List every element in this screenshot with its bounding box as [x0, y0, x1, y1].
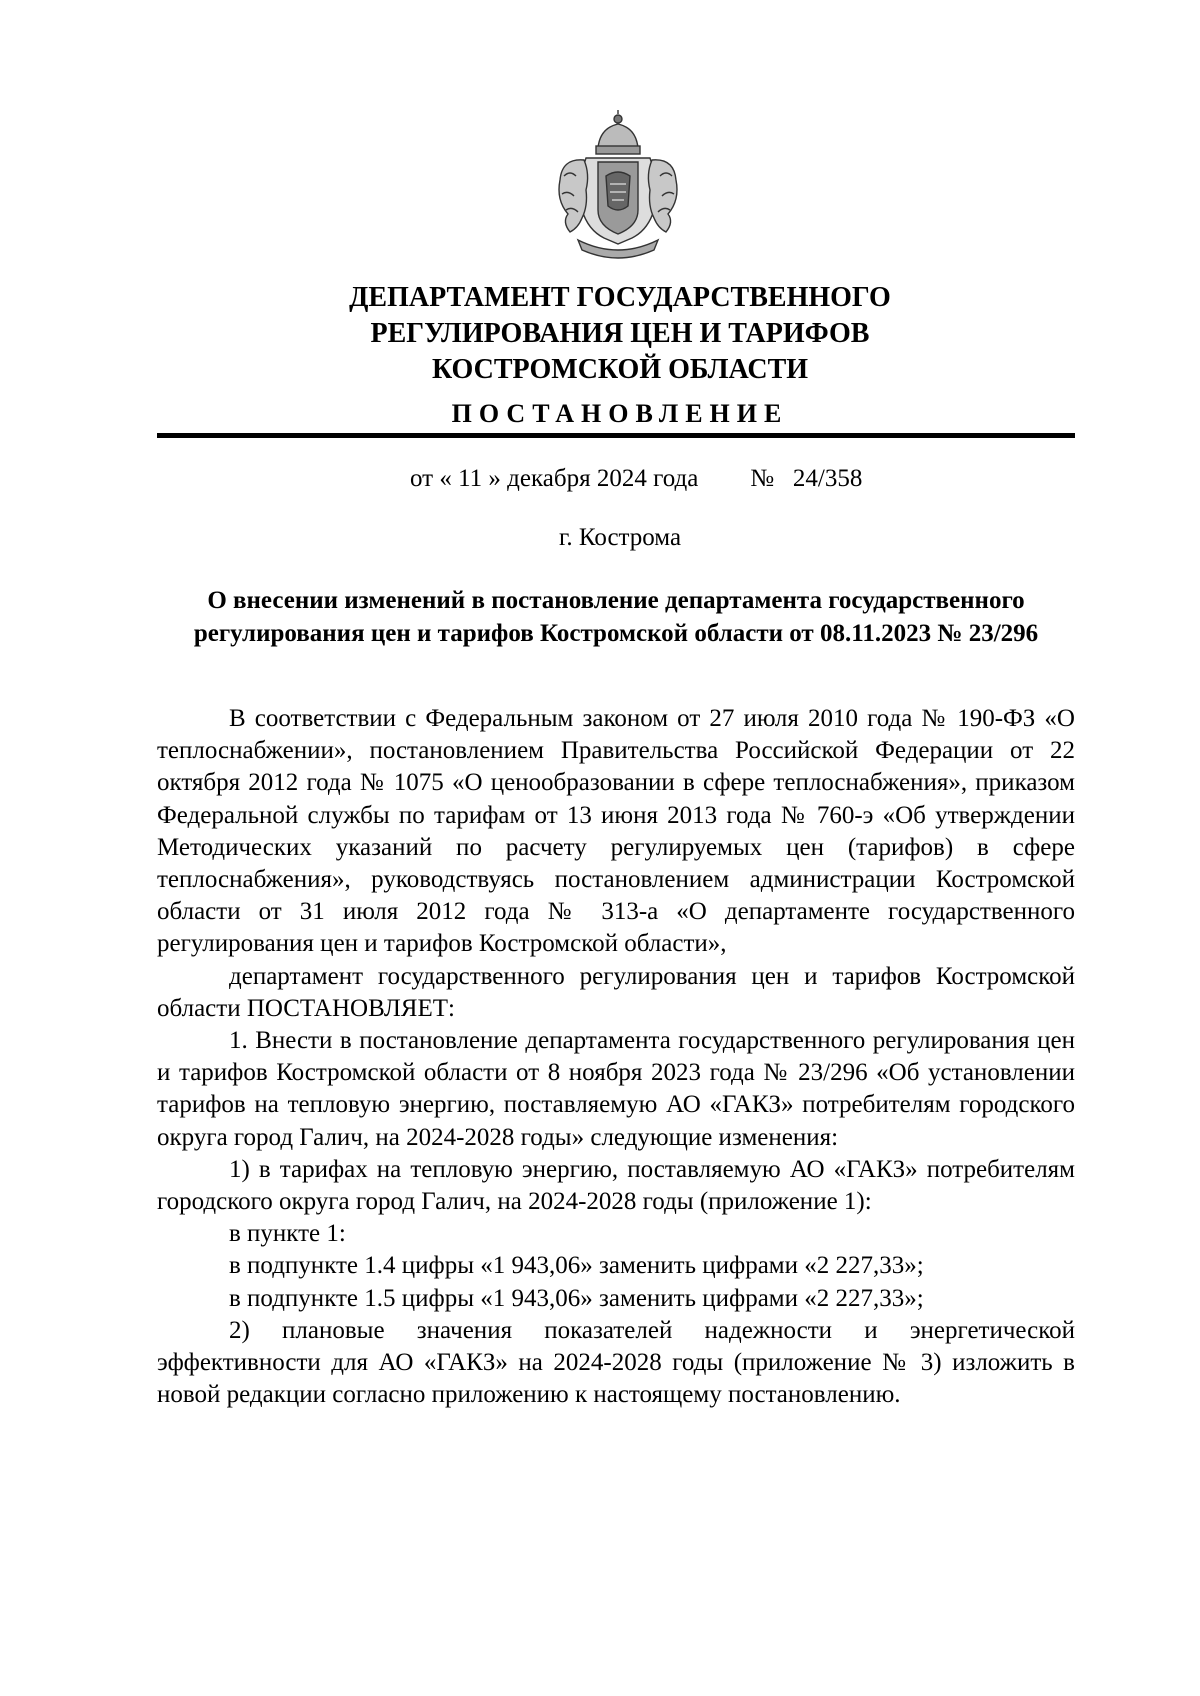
paragraph-subitem-1: 1) в тарифах на тепловую энергию, поставляемую АО «ГАКЗ» потребителям городского округа город Галич, на 2024-2028 годы (приложение 1):: [157, 1155, 1075, 1216]
paragraph-item-1: 1. Внести в постановление департамента государственного регулирования цен и тарифов Костромской области от 8 ноября 2023 года № 23/296 «Об установлении тарифов на тепловую энергию, поставляемую АО «ГАКЗ» потребителям городского округа город Галич, на 2024-2028 годы» следующие изменения:: [157, 1027, 1075, 1151]
document-title-line2: регулирования цен и тарифов Костромской области от 08.11.2023 № 23/296: [193, 620, 1039, 647]
department-name-line3: КОСТРОМСКОЙ ОБЛАСТИ: [431, 354, 809, 385]
document-date: от « 11 » декабря 2024 года: [410, 465, 699, 492]
coat-of-arms-emblem: [548, 110, 688, 260]
paragraph-point-1: в пункте 1:: [229, 1220, 346, 1248]
document-title-line1: О внесении изменений в постановление департамента государственного: [207, 587, 1025, 614]
paragraph-subpoint-1-4: в подпункте 1.4 цифры «1 943,06» заменить цифрами «2 227,33»;: [229, 1252, 924, 1280]
department-name: [260, 280, 980, 388]
document-number: № 24/358: [750, 465, 863, 492]
document-body: [157, 703, 1075, 1411]
department-name-line2: РЕГУЛИРОВАНИЯ ЦЕН И ТАРИФОВ: [370, 318, 870, 349]
city: г. Кострома: [558, 524, 682, 551]
paragraph-subitem-2: 2) плановые значения показателей надежности и энергетической эффективности для АО «ГАКЗ» на 2024-2028 годы (приложение № 3) изложить в новой редакции согласно приложению к настоящему постановлению.: [157, 1316, 1075, 1409]
date-number-line: [410, 463, 862, 495]
document-title: [157, 584, 1075, 650]
document-type: ПОСТАНОВЛЕНИЕ: [451, 399, 789, 428]
department-name-line1: ДЕПАРТАМЕНТ ГОСУДАРСТВЕННОГО: [349, 282, 891, 313]
paragraph-subpoint-1-5: в подпункте 1.5 цифры «1 943,06» заменить цифрами «2 227,33»;: [229, 1284, 924, 1312]
header-divider: [157, 433, 1075, 438]
paragraph-preamble: В соответствии с Федеральным законом от 27 июля 2010 года № 190-ФЗ «О теплоснабжении», постановлением Правительства Российской Федерации от 22 октября 2012 года № 1075 «О ценообразовании в сфере теплоснабжения», приказом Федеральной службы по тарифам от 13 июня 2013 года № 760-э «Об утверждении Методических указаний по расчету регулируемых цен (тарифов) в сфере теплоснабжения», руководствуясь постановлением администрации Костромской области от 31 июля 2012 года № 313-а «О департаменте государственного регулирования цен и тарифов Костромской области»,: [157, 705, 1075, 958]
paragraph-resolves: департамент государственного регулирования цен и тарифов Костромской области ПОСТАНОВЛЯЕТ:: [157, 962, 1075, 1022]
